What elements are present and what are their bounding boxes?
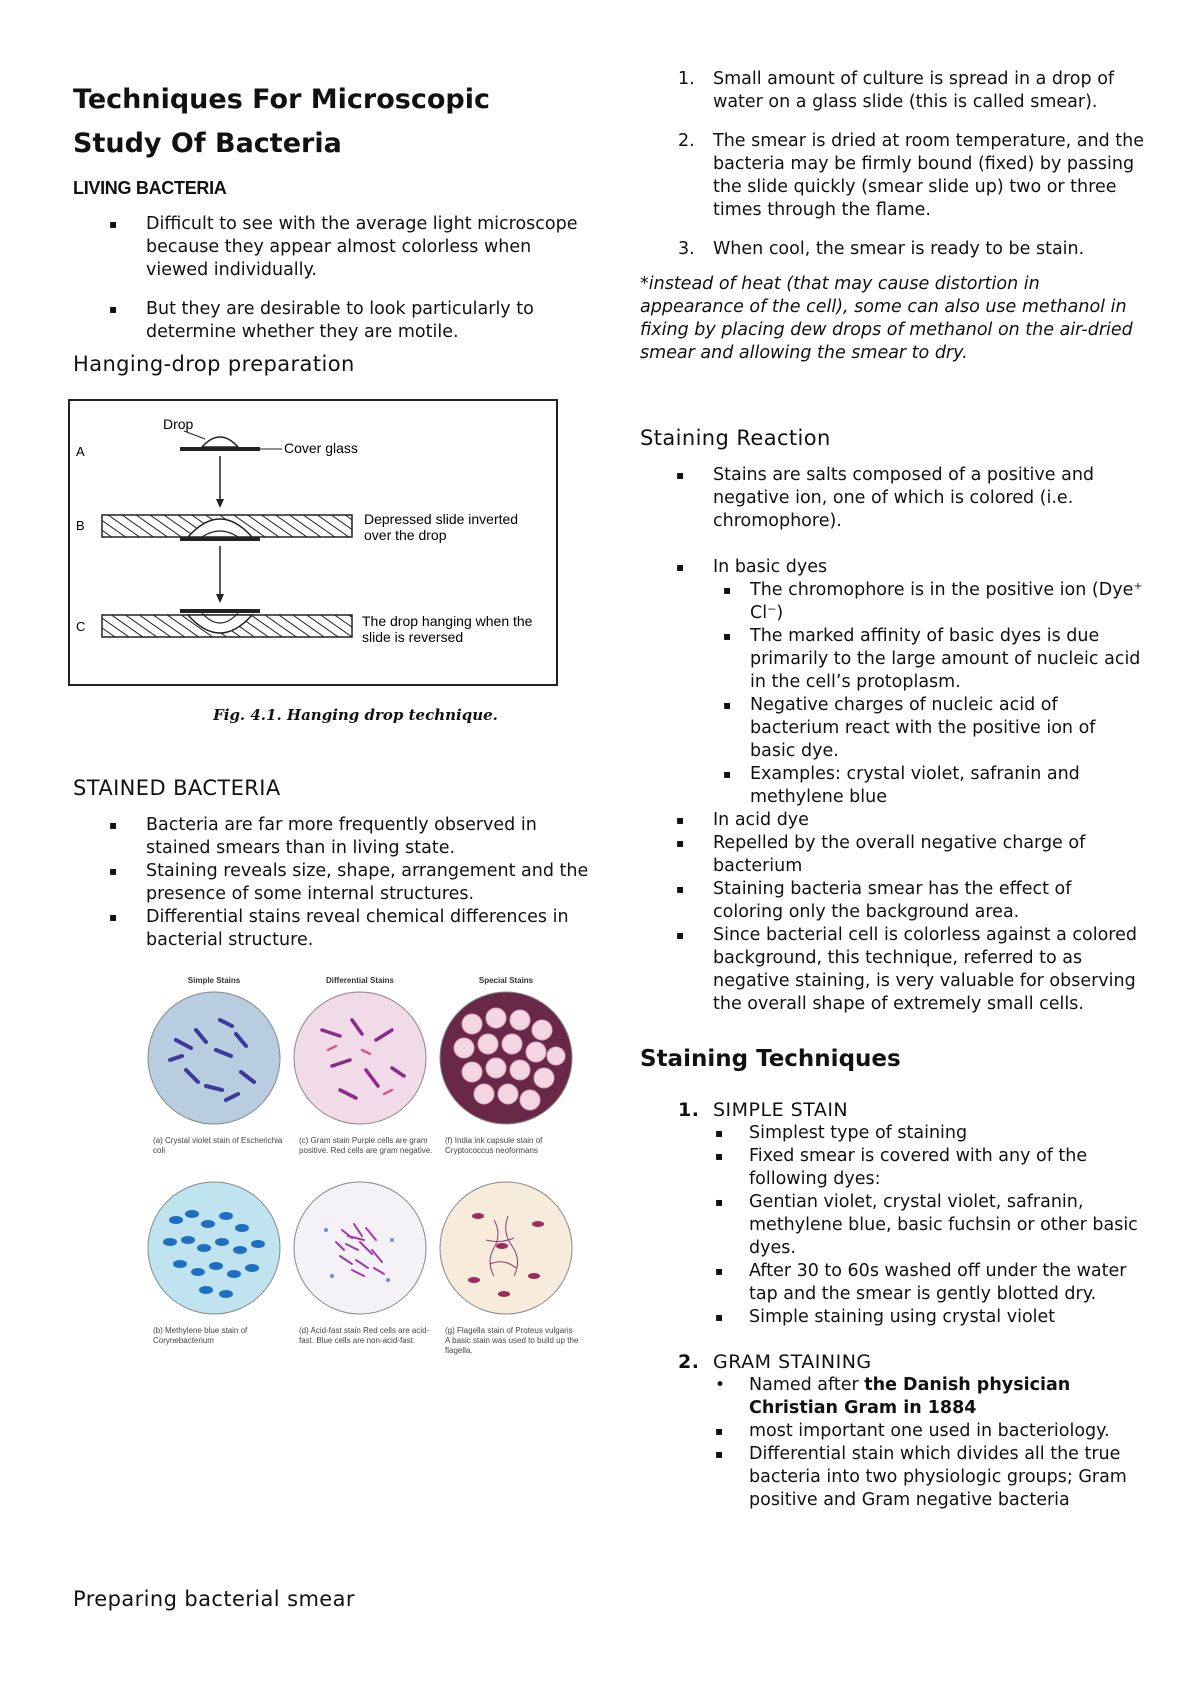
acid-dye-points: [640, 809, 1145, 1016]
row-a-label: A: [76, 444, 85, 459]
hanging-drop-heading: Hanging-drop preparation: [73, 352, 355, 376]
list-item: ▪ Since bacterial cell is colorless against a colored background, this technique, referred to as negative staining, is very valuable for observing the overall shape of extremely small cells.: [640, 924, 1145, 1016]
hanging-drop-figure: [68, 399, 593, 724]
gram-stain-micrograph: [292, 990, 428, 1126]
list-item: ▪ Difficult to see with the average light microscope because they appear almost colorless when viewed individually.: [73, 213, 593, 282]
technique-title: SIMPLE STAIN: [713, 1099, 849, 1121]
india-ink-micrograph: [438, 990, 574, 1126]
fig-b-label-2: over the drop: [364, 527, 447, 543]
step-number: 3.: [678, 239, 695, 259]
technique-number: 2.: [678, 1351, 700, 1373]
cover-glass-label: Cover glass: [284, 440, 358, 456]
stain-header: Simple Stains: [187, 976, 241, 985]
drop-label: Drop: [163, 416, 194, 432]
list-item: ▪ The chromophore is in the positive ion (Dye⁺ Cl⁻): [677, 579, 1145, 625]
staining-techniques-heading: Staining Techniques: [640, 1046, 901, 1072]
list-item: ▪ But they are desirable to look particularly to determine whether they are motile.: [73, 298, 593, 344]
reaction-list: [640, 464, 1145, 579]
list-item: ▪ In basic dyes: [640, 556, 1145, 579]
row-b-label: B: [76, 518, 85, 533]
list-item: [640, 130, 1145, 222]
technique-title: GRAM STAINING: [713, 1351, 872, 1373]
acid-fast-micrograph: [292, 1180, 428, 1316]
page-title-line-2: Study Of Bacteria: [73, 128, 342, 159]
stain-cell: [433, 976, 579, 1174]
flagella-stain-micrograph: [438, 1180, 574, 1316]
step-number: 2.: [678, 131, 695, 151]
living-bullets: [73, 213, 593, 344]
stain-cell: [287, 976, 433, 1174]
living-bacteria-heading: LIVING BACTERIA: [73, 178, 227, 198]
basic-dye-points: [640, 579, 1145, 809]
step-number: 1.: [678, 69, 695, 89]
list-item: ▪ Differential stains reveal chemical differences in bacterial structure.: [73, 906, 593, 952]
gram-staining-heading: [640, 1351, 1145, 1374]
stain-cell: [141, 976, 287, 1174]
stain-header: Special Stains: [478, 976, 534, 985]
list-item: ▪ Stains are salts composed of a positive and negative ion, one of which is colored (i.e. chromophore).: [640, 464, 1145, 533]
technique-number: 1.: [678, 1099, 700, 1121]
simple-stain-points: [640, 1122, 1145, 1329]
stain-caption: (f) India ink capsule stain of Cryptococcus neoformans: [445, 1136, 543, 1155]
staining-reaction-heading: Staining Reaction: [640, 426, 831, 450]
hanging-drop-diagram: [70, 401, 556, 684]
stain-micrograph-panel: [141, 976, 593, 1364]
stained-bullets: [73, 814, 593, 952]
list-item: ▪ Staining reveals size, shape, arrangement and the presence of some internal structures.: [73, 860, 593, 906]
stained-bacteria-heading: STAINED BACTERIA: [73, 776, 281, 800]
left-column: [73, 70, 593, 1611]
named-prefix: Named after: [749, 1375, 865, 1395]
list-item: ▪ Bacteria are far more frequently observed in stained smears than in living state.: [73, 814, 593, 860]
list-item: ▪ Negative charges of nucleic acid of bacterium react with the positive ion of basic dye.: [677, 694, 1145, 763]
list-item: [640, 238, 1145, 261]
stain-caption: (d) Acid-fast stain Red cells are acid-fast. Blue cells are non-acid-fast.: [299, 1326, 430, 1345]
step-text: When cool, the smear is ready to be stain.: [713, 239, 1085, 259]
list-item: ▪ most important one used in bacteriology.: [640, 1420, 1145, 1443]
stain-caption: (b) Methylene blue stain of Corynebacterium: [153, 1326, 248, 1345]
stain-cell: [287, 1174, 433, 1364]
stain-cell: [433, 1174, 579, 1364]
crystal-violet-micrograph: [146, 990, 282, 1126]
gram-stain-points: [640, 1374, 1145, 1512]
list-item: ▪ Differential stain which divides all the true bacteria into two physiologic groups; Gram positive and Gram negative bacteria: [640, 1443, 1145, 1512]
list-item: [640, 1374, 1145, 1420]
list-item: ▪ In acid dye: [640, 809, 1145, 832]
list-item: ▪ Examples: crystal violet, safranin and methylene blue: [677, 763, 1145, 809]
list-item: ▪ After 30 to 60s washed off under the water tap and the smear is gently blotted dry.: [640, 1260, 1145, 1306]
right-column: [640, 68, 1145, 1512]
list-item: ▪ Gentian violet, crystal violet, safranin, methylene blue, basic fuchsin or other basic dyes.: [640, 1191, 1145, 1260]
stain-cell: [141, 1174, 287, 1364]
methanol-note: *instead of heat (that may cause distortion in appearance of the cell), some can also use methanol in fixing by placing dew drops of methanol on the air-dried smear and allowing the smear to dry.: [640, 274, 1133, 363]
list-item: ▪ Simple staining using crystal violet: [640, 1306, 1145, 1329]
list-item: ▪ Simplest type of staining: [640, 1122, 1145, 1145]
list-item: ▪ Staining bacteria smear has the effect of coloring only the background area.: [640, 878, 1145, 924]
smear-steps: [640, 68, 1145, 261]
row-c-label: C: [76, 619, 86, 634]
fig-c-label-1: The drop hanging when the: [362, 613, 533, 629]
methylene-blue-micrograph: [146, 1180, 282, 1316]
stain-caption: (a) Crystal violet stain of Escherichia coli: [153, 1136, 283, 1155]
step-text: Small amount of culture is spread in a drop of water on a glass slide (this is called smear).: [713, 69, 1115, 112]
named-bold: the Danish physician Christian Gram in 1884: [749, 1375, 1071, 1418]
step-text: The smear is dried at room temperature, and the bacteria may be firmly bound (fixed) by passing the slide quickly (smear slide up) two or three times through the flame.: [713, 131, 1144, 220]
simple-stain-heading: [640, 1099, 1145, 1122]
fig-b-label-1: Depressed slide inverted: [364, 511, 519, 527]
list-item: [640, 68, 1145, 114]
list-item: ▪ The marked affinity of basic dyes is due primarily to the large amount of nucleic acid in the cell’s protoplasm.: [677, 625, 1145, 694]
page-title-line-1: Techniques For Microscopic: [73, 84, 490, 115]
fig-c-label-2: slide is reversed: [362, 629, 464, 645]
stain-header: Differential Stains: [325, 976, 394, 985]
list-item: ▪ Repelled by the overall negative charge of bacterium: [640, 832, 1145, 878]
figure-caption: Fig. 4.1. Hanging drop technique.: [213, 706, 498, 724]
list-item: ▪ Fixed smear is covered with any of the following dyes:: [640, 1145, 1145, 1191]
stain-caption: (g) Flagella stain of Proteus vulgaris A basic stain was used to build up the flagella.: [445, 1326, 579, 1355]
stain-caption: (c) Gram stain Purple cells are gram positive. Red cells are gram negative.: [299, 1136, 433, 1155]
preparing-smear-heading: Preparing bacterial smear: [73, 1587, 355, 1611]
